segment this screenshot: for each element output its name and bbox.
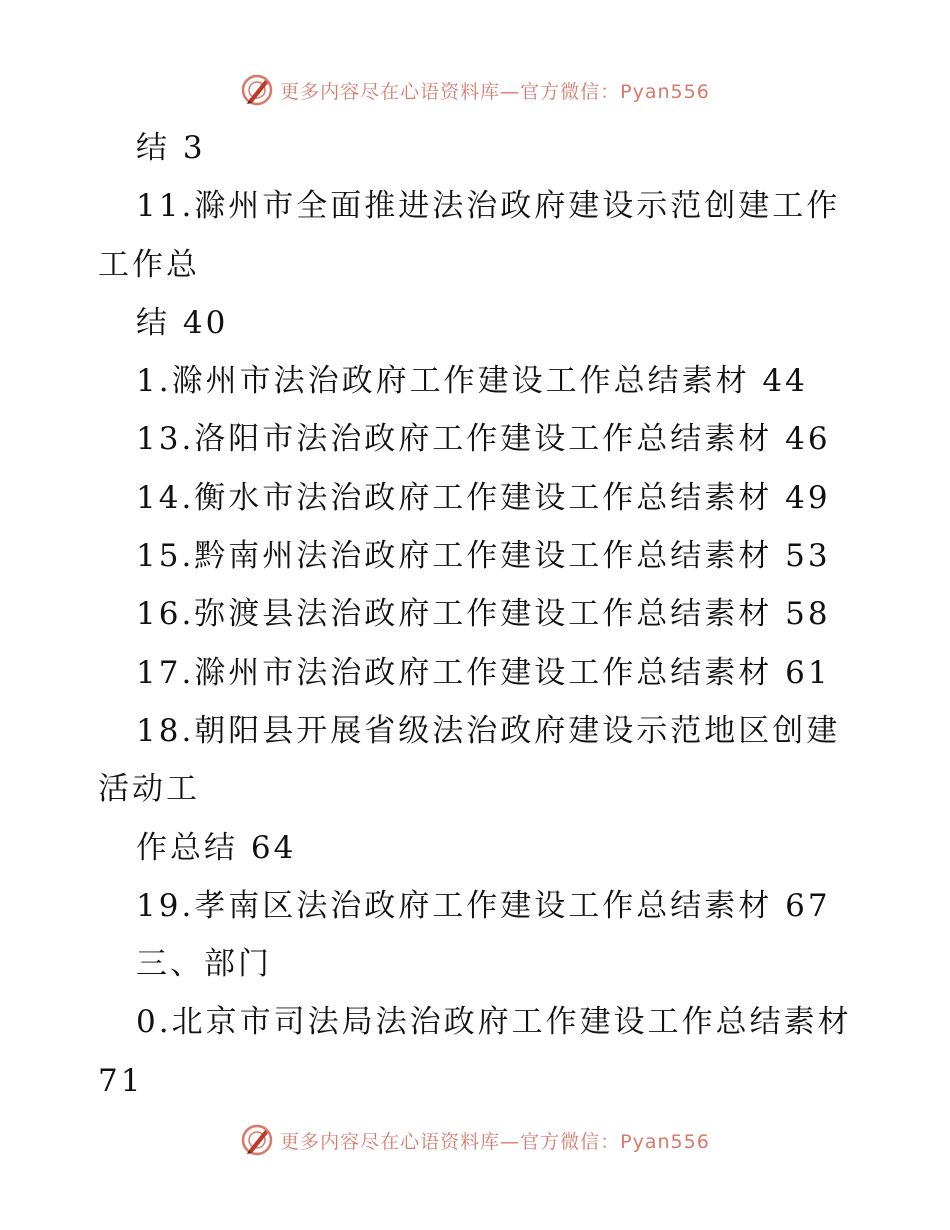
- toc-line: 13.洛阳市法治政府工作建设工作总结素材 46: [136, 421, 831, 458]
- toc-line: 工作总: [98, 246, 200, 283]
- toc-line: 1.滁州市法治政府工作建设工作总结素材 44: [136, 363, 808, 400]
- footer-watermark: [0, 1120, 950, 1160]
- toc-line: 15.黔南州法治政府工作建设工作总结素材 53: [136, 538, 831, 575]
- toc-content: [98, 119, 888, 1110]
- toc-line: 作总结 64: [136, 829, 297, 866]
- toc-line: 17.滁州市法治政府工作建设工作总结素材 61: [136, 654, 831, 691]
- toc-line: 16.弥渡县法治政府工作建设工作总结素材 58: [136, 596, 831, 633]
- toc-line: 活动工: [98, 771, 200, 808]
- section-heading: 三、部门: [136, 946, 272, 983]
- toc-line: 19.孝南区法治政府工作建设工作总结素材 67: [136, 887, 831, 924]
- toc-line: 14.衡水市法治政府工作建设工作总结素材 49: [136, 479, 831, 516]
- header-watermark: [0, 70, 950, 110]
- toc-line: 结 3: [136, 130, 206, 166]
- toc-line: 0.北京市司法局法治政府工作建设工作总结素材: [136, 1004, 852, 1041]
- watermark-text: 更多内容尽在心语资料库—官方微信：Pyan556: [280, 80, 710, 103]
- watermark-text: 更多内容尽在心语资料库—官方微信：Pyan556: [280, 1130, 710, 1153]
- toc-line: 71: [98, 1062, 144, 1099]
- pen-logo-icon: [240, 1123, 274, 1157]
- toc-line: 结 40: [136, 304, 229, 341]
- pen-logo-icon: [240, 73, 274, 107]
- toc-line: 18.朝阳县开展省级法治政府建设示范地区创建: [136, 712, 841, 749]
- toc-line: 11.滁州市全面推进法治政府建设示范创建工作: [136, 188, 841, 225]
